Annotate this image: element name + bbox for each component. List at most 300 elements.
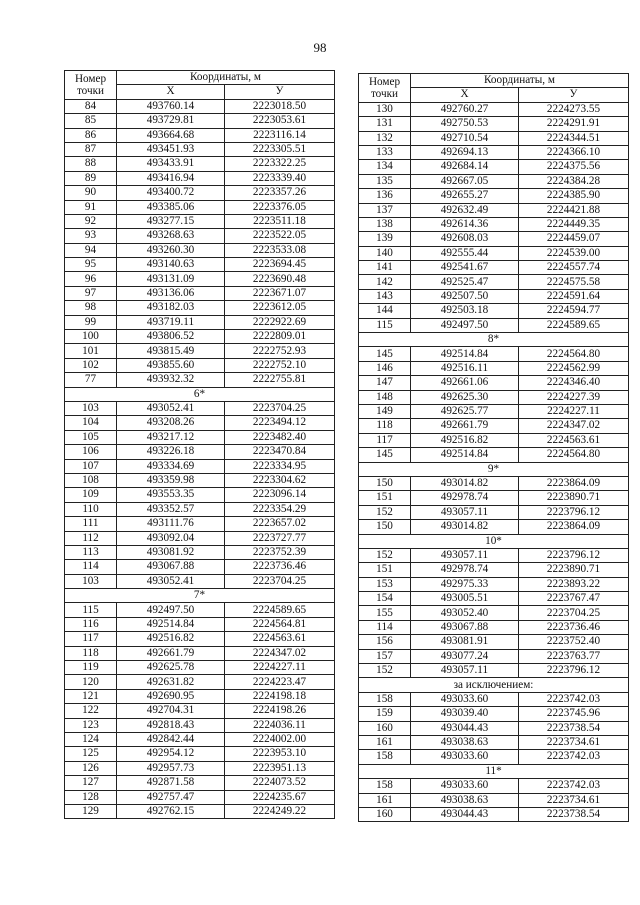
y-coordinate-cell: 2224449.35: [519, 217, 629, 231]
x-coordinate-cell: 493081.91: [411, 635, 519, 649]
table-row: [359, 347, 629, 361]
table-row: [65, 229, 335, 243]
x-coordinate-cell: 493806.52: [117, 330, 225, 344]
table-body: [359, 102, 629, 822]
section-label: 6*: [65, 387, 335, 401]
table-row: [65, 603, 335, 617]
point-number-cell: 97: [65, 286, 117, 300]
point-number-cell: 154: [359, 592, 411, 606]
point-number-cell: 92: [65, 214, 117, 228]
x-coordinate-cell: 493057.11: [411, 548, 519, 562]
x-coordinate-cell: 492516.11: [411, 361, 519, 375]
y-coordinate-cell: 2223694.45: [225, 258, 335, 272]
y-coordinate-cell: 2223304.62: [225, 473, 335, 487]
x-coordinate-cell: 492762.15: [117, 804, 225, 818]
y-coordinate-cell: 2223752.39: [225, 545, 335, 559]
table-row: [359, 520, 629, 534]
x-coordinate-cell: 493044.43: [411, 807, 519, 821]
x-coordinate-cell: 493729.81: [117, 114, 225, 128]
y-coordinate-cell: 2224223.47: [225, 675, 335, 689]
x-coordinate-cell: 492497.50: [117, 603, 225, 617]
point-number-cell: 85: [65, 114, 117, 128]
point-number-cell: 86: [65, 128, 117, 142]
point-number-cell: 151: [359, 491, 411, 505]
x-coordinate-cell: 492608.03: [411, 232, 519, 246]
x-coordinate-cell: 493359.98: [117, 473, 225, 487]
table-row: [65, 488, 335, 502]
table-row: [359, 145, 629, 159]
table-row: [65, 661, 335, 675]
y-coordinate-cell: 2224563.61: [225, 632, 335, 646]
y-coordinate-cell: 2224347.02: [519, 419, 629, 433]
y-coordinate-cell: 2224366.10: [519, 145, 629, 159]
table-row: [65, 315, 335, 329]
x-coordinate-cell: 492750.53: [411, 117, 519, 131]
x-coordinate-cell: 493033.60: [411, 750, 519, 764]
y-coordinate-cell: 2224459.07: [519, 232, 629, 246]
point-number-cell: 139: [359, 232, 411, 246]
point-number-cell: 103: [65, 574, 117, 588]
point-number-cell: 84: [65, 99, 117, 113]
table-row: [359, 131, 629, 145]
x-coordinate-cell: 493277.15: [117, 214, 225, 228]
y-coordinate-cell: 2223533.08: [225, 243, 335, 257]
section-label: 8*: [359, 333, 629, 347]
point-number-cell: 152: [359, 505, 411, 519]
x-coordinate-cell: 492632.49: [411, 203, 519, 217]
y-coordinate-cell: 2223742.03: [519, 692, 629, 706]
x-coordinate-cell: 493855.60: [117, 358, 225, 372]
y-coordinate-cell: 2224564.80: [519, 347, 629, 361]
point-number-cell: 123: [65, 718, 117, 732]
x-coordinate-cell: 492684.14: [411, 160, 519, 174]
point-number-cell: 113: [65, 545, 117, 559]
table-row: [65, 430, 335, 444]
table-row: [65, 776, 335, 790]
y-coordinate-cell: 2224564.80: [519, 448, 629, 462]
x-coordinate-cell: 492661.79: [411, 419, 519, 433]
y-coordinate-cell: 2224557.74: [519, 261, 629, 275]
y-coordinate-cell: 2223763.77: [519, 649, 629, 663]
table-row: [65, 272, 335, 286]
x-coordinate-cell: 493260.30: [117, 243, 225, 257]
y-coordinate-cell: 2223690.48: [225, 272, 335, 286]
x-coordinate-cell: 493268.63: [117, 229, 225, 243]
y-coordinate-cell: 2223738.54: [519, 721, 629, 735]
x-coordinate-cell: 493664.68: [117, 128, 225, 142]
x-coordinate-cell: 492503.18: [411, 304, 519, 318]
table-row: [359, 289, 629, 303]
y-coordinate-cell: 2223736.46: [225, 560, 335, 574]
x-coordinate-cell: 493081.92: [117, 545, 225, 559]
x-coordinate-cell: 493044.43: [411, 721, 519, 735]
y-coordinate-cell: 2223612.05: [225, 301, 335, 315]
point-number-cell: 151: [359, 563, 411, 577]
y-coordinate-cell: 2223738.54: [519, 807, 629, 821]
y-coordinate-cell: 2224249.22: [225, 804, 335, 818]
point-number-cell: 125: [65, 747, 117, 761]
point-number-cell: 155: [359, 606, 411, 620]
table-row: [65, 344, 335, 358]
point-number-cell: 145: [359, 448, 411, 462]
point-number-header: Номер точки: [359, 74, 411, 103]
y-coordinate-cell: 2223890.71: [519, 491, 629, 505]
table-row: [65, 718, 335, 732]
table-row: [65, 761, 335, 775]
table-row: [65, 675, 335, 689]
point-number-cell: 147: [359, 376, 411, 390]
table-row: [65, 560, 335, 574]
point-number-cell: 128: [65, 790, 117, 804]
point-number-cell: 158: [359, 750, 411, 764]
point-number-cell: 142: [359, 275, 411, 289]
point-number-cell: 109: [65, 488, 117, 502]
point-number-cell: 134: [359, 160, 411, 174]
x-coordinate-cell: 493052.41: [117, 574, 225, 588]
table-row: [359, 793, 629, 807]
x-coordinate-cell: 493067.88: [411, 620, 519, 634]
point-number-cell: 157: [359, 649, 411, 663]
x-coordinate-cell: 492954.12: [117, 747, 225, 761]
y-coordinate-cell: 2222755.81: [225, 373, 335, 387]
x-coordinate-cell: 492694.13: [411, 145, 519, 159]
y-coordinate-cell: 2224198.26: [225, 704, 335, 718]
point-number-header: Номер точки: [65, 71, 117, 100]
table-row: [65, 373, 335, 387]
point-number-cell: 95: [65, 258, 117, 272]
point-number-cell: 111: [65, 517, 117, 531]
table-row: [65, 416, 335, 430]
y-coordinate-cell: 2224346.40: [519, 376, 629, 390]
point-number-cell: 119: [65, 661, 117, 675]
section-row: [359, 764, 629, 778]
point-number-cell: 118: [359, 419, 411, 433]
point-number-cell: 148: [359, 390, 411, 404]
point-number-cell: 102: [65, 358, 117, 372]
y-coordinate-cell: 2223767.47: [519, 592, 629, 606]
table-row: [65, 142, 335, 156]
point-number-cell: 124: [65, 732, 117, 746]
x-coordinate-cell: 492497.50: [411, 318, 519, 332]
x-coordinate-cell: 493451.93: [117, 142, 225, 156]
x-coordinate-cell: 492625.78: [117, 661, 225, 675]
point-number-cell: 138: [359, 217, 411, 231]
point-number-cell: 161: [359, 735, 411, 749]
x-coordinate-cell: 492975.33: [411, 577, 519, 591]
y-coordinate-cell: 2223752.40: [519, 635, 629, 649]
table-row: [65, 186, 335, 200]
y-coordinate-cell: 2224344.51: [519, 131, 629, 145]
point-number-cell: 87: [65, 142, 117, 156]
y-coordinate-cell: 2223864.09: [519, 476, 629, 490]
y-header: У: [225, 85, 335, 99]
table-row: [65, 401, 335, 415]
x-coordinate-cell: 493014.82: [411, 476, 519, 490]
point-number-cell: 150: [359, 476, 411, 490]
x-coordinate-cell: 493038.63: [411, 735, 519, 749]
table-row: [65, 732, 335, 746]
x-coordinate-cell: 493385.06: [117, 200, 225, 214]
y-coordinate-cell: 2223704.25: [225, 401, 335, 415]
y-coordinate-cell: 2223305.51: [225, 142, 335, 156]
x-coordinate-cell: 493057.11: [411, 664, 519, 678]
table-row: [359, 620, 629, 634]
coordinates-table-left: [64, 70, 335, 819]
y-coordinate-cell: 2222809.01: [225, 330, 335, 344]
point-number-cell: 98: [65, 301, 117, 315]
table-row: [359, 707, 629, 721]
table-row: [359, 318, 629, 332]
x-coordinate-cell: 492871.58: [117, 776, 225, 790]
x-coordinate-cell: 493553.35: [117, 488, 225, 502]
point-number-cell: 99: [65, 315, 117, 329]
section-label: 9*: [359, 462, 629, 476]
y-coordinate-cell: 2224384.28: [519, 174, 629, 188]
x-coordinate-cell: 493131.09: [117, 272, 225, 286]
table-row: [359, 635, 629, 649]
x-coordinate-cell: 492757.47: [117, 790, 225, 804]
table-row: [359, 779, 629, 793]
table-row: [65, 473, 335, 487]
x-coordinate-cell: 492555.44: [411, 246, 519, 260]
y-coordinate-cell: 2222922.69: [225, 315, 335, 329]
section-label: 7*: [65, 589, 335, 603]
table-row: [359, 548, 629, 562]
x-coordinate-cell: 492516.82: [117, 632, 225, 646]
y-coordinate-cell: 2223893.22: [519, 577, 629, 591]
table-row: [359, 361, 629, 375]
y-coordinate-cell: 2224575.58: [519, 275, 629, 289]
x-coordinate-cell: 492525.47: [411, 275, 519, 289]
y-coordinate-cell: 2223796.12: [519, 548, 629, 562]
x-coordinate-cell: 492514.84: [411, 347, 519, 361]
x-coordinate-cell: 493136.06: [117, 286, 225, 300]
table-row: [65, 747, 335, 761]
point-number-cell: 105: [65, 430, 117, 444]
table-row: [359, 664, 629, 678]
point-number-cell: 120: [65, 675, 117, 689]
x-coordinate-cell: 493226.18: [117, 445, 225, 459]
page-number: 98: [313, 40, 327, 55]
point-number-cell: 161: [359, 793, 411, 807]
y-coordinate-cell: 2222752.93: [225, 344, 335, 358]
point-number-cell: 136: [359, 189, 411, 203]
table-row: [359, 404, 629, 418]
x-coordinate-cell: 493416.94: [117, 171, 225, 185]
table-row: [359, 433, 629, 447]
y-header: У: [519, 88, 629, 102]
x-coordinate-cell: 493092.04: [117, 531, 225, 545]
table-row: [359, 217, 629, 231]
y-coordinate-cell: 2223745.96: [519, 707, 629, 721]
point-number-cell: 152: [359, 664, 411, 678]
y-coordinate-cell: 2223511.18: [225, 214, 335, 228]
table-row: [359, 563, 629, 577]
y-coordinate-cell: 2224591.64: [519, 289, 629, 303]
table-row: [65, 545, 335, 559]
section-row: [359, 333, 629, 347]
y-coordinate-cell: 2224227.11: [519, 404, 629, 418]
x-coordinate-cell: 492978.74: [411, 491, 519, 505]
x-coordinate-cell: 493111.76: [117, 517, 225, 531]
point-number-cell: 103: [65, 401, 117, 415]
point-number-cell: 153: [359, 577, 411, 591]
x-coordinate-cell: 493760.14: [117, 99, 225, 113]
table-row: [65, 128, 335, 142]
point-number-cell: 115: [65, 603, 117, 617]
point-number-cell: 94: [65, 243, 117, 257]
point-number-cell: 114: [65, 560, 117, 574]
table-row: [359, 174, 629, 188]
point-number-cell: 126: [65, 761, 117, 775]
x-coordinate-cell: 492625.77: [411, 404, 519, 418]
y-coordinate-cell: 2224539.00: [519, 246, 629, 260]
y-coordinate-cell: 2222752.10: [225, 358, 335, 372]
y-coordinate-cell: 2223796.12: [519, 505, 629, 519]
table-row: [65, 258, 335, 272]
point-number-cell: 96: [65, 272, 117, 286]
table-body: [65, 99, 335, 819]
point-number-cell: 107: [65, 459, 117, 473]
point-number-cell: 90: [65, 186, 117, 200]
y-coordinate-cell: 2223742.03: [519, 779, 629, 793]
point-number-cell: 149: [359, 404, 411, 418]
y-coordinate-cell: 2223704.25: [225, 574, 335, 588]
point-number-cell: 77: [65, 373, 117, 387]
y-coordinate-cell: 2223951.13: [225, 761, 335, 775]
y-coordinate-cell: 2224564.81: [225, 617, 335, 631]
x-coordinate-cell: 493052.40: [411, 606, 519, 620]
y-coordinate-cell: 2223864.09: [519, 520, 629, 534]
table-row: [65, 617, 335, 631]
coordinates-header: Координаты, м: [117, 71, 335, 85]
y-coordinate-cell: 2224375.56: [519, 160, 629, 174]
section-row: [65, 387, 335, 401]
x-coordinate-cell: 492655.27: [411, 189, 519, 203]
table-row: [359, 692, 629, 706]
y-coordinate-cell: 2223053.61: [225, 114, 335, 128]
x-coordinate-cell: 493014.82: [411, 520, 519, 534]
coordinates-header: Координаты, м: [411, 74, 629, 88]
x-coordinate-cell: 492514.84: [411, 448, 519, 462]
table-row: [65, 790, 335, 804]
y-coordinate-cell: 2224594.77: [519, 304, 629, 318]
y-coordinate-cell: 2223334.95: [225, 459, 335, 473]
table-row: [65, 704, 335, 718]
y-coordinate-cell: 2223734.61: [519, 793, 629, 807]
x-coordinate-cell: 493815.49: [117, 344, 225, 358]
x-coordinate-cell: 492661.06: [411, 376, 519, 390]
table-row: [65, 301, 335, 315]
table-row: [65, 157, 335, 171]
y-coordinate-cell: 2223096.14: [225, 488, 335, 502]
y-coordinate-cell: 2223657.02: [225, 517, 335, 531]
x-coordinate-cell: 493719.11: [117, 315, 225, 329]
table-row: [65, 445, 335, 459]
x-coordinate-cell: 492818.43: [117, 718, 225, 732]
point-number-cell: 118: [65, 646, 117, 660]
y-coordinate-cell: 2223116.14: [225, 128, 335, 142]
table-row: [65, 286, 335, 300]
y-coordinate-cell: 2223522.05: [225, 229, 335, 243]
point-number-cell: 122: [65, 704, 117, 718]
point-number-cell: 121: [65, 689, 117, 703]
x-coordinate-cell: 492516.82: [411, 433, 519, 447]
x-coordinate-cell: 492507.50: [411, 289, 519, 303]
y-coordinate-cell: 2224036.11: [225, 718, 335, 732]
y-coordinate-cell: 2224198.18: [225, 689, 335, 703]
x-coordinate-cell: 493039.40: [411, 707, 519, 721]
point-number-cell: 158: [359, 779, 411, 793]
table-row: [359, 275, 629, 289]
point-number-cell: 156: [359, 635, 411, 649]
point-number-cell: 114: [359, 620, 411, 634]
point-number-cell: 141: [359, 261, 411, 275]
table-row: [65, 502, 335, 516]
y-coordinate-cell: 2224563.61: [519, 433, 629, 447]
point-number-cell: 143: [359, 289, 411, 303]
table-row: [359, 491, 629, 505]
table-row: [65, 531, 335, 545]
section-row: [359, 534, 629, 548]
x-coordinate-cell: 492667.05: [411, 174, 519, 188]
table-row: [359, 649, 629, 663]
section-label: 11*: [359, 764, 629, 778]
point-number-cell: 88: [65, 157, 117, 171]
table-row: [359, 203, 629, 217]
x-coordinate-cell: 493057.11: [411, 505, 519, 519]
table-row: [359, 505, 629, 519]
y-coordinate-cell: 2224562.99: [519, 361, 629, 375]
x-coordinate-cell: 492661.79: [117, 646, 225, 660]
point-number-cell: 145: [359, 347, 411, 361]
table-row: [359, 476, 629, 490]
table-row: [65, 574, 335, 588]
x-coordinate-cell: 492710.54: [411, 131, 519, 145]
y-coordinate-cell: 2224235.67: [225, 790, 335, 804]
table-row: [65, 646, 335, 660]
table-row: [359, 304, 629, 318]
table-row: [359, 189, 629, 203]
point-number-cell: 131: [359, 117, 411, 131]
x-coordinate-cell: 493052.41: [117, 401, 225, 415]
table-row: [359, 735, 629, 749]
table-row: [359, 246, 629, 260]
y-coordinate-cell: 2223322.25: [225, 157, 335, 171]
y-coordinate-cell: 2223736.46: [519, 620, 629, 634]
point-number-cell: 108: [65, 473, 117, 487]
subsection-label: за исключением:: [359, 678, 629, 692]
y-coordinate-cell: 2223742.03: [519, 750, 629, 764]
table-row: [65, 804, 335, 818]
y-coordinate-cell: 2223734.61: [519, 735, 629, 749]
section-label: 10*: [359, 534, 629, 548]
point-number-cell: 150: [359, 520, 411, 534]
x-coordinate-cell: 493140.63: [117, 258, 225, 272]
point-number-cell: 132: [359, 131, 411, 145]
y-coordinate-cell: 2223796.12: [519, 664, 629, 678]
x-coordinate-cell: 493400.72: [117, 186, 225, 200]
y-coordinate-cell: 2224073.52: [225, 776, 335, 790]
point-number-cell: 116: [65, 617, 117, 631]
point-number-cell: 127: [65, 776, 117, 790]
point-number-cell: 140: [359, 246, 411, 260]
y-coordinate-cell: 2224385.90: [519, 189, 629, 203]
x-coordinate-cell: 492842.44: [117, 732, 225, 746]
x-coordinate-cell: 493033.60: [411, 692, 519, 706]
coordinates-table-right: [358, 73, 629, 822]
table-row: [65, 358, 335, 372]
